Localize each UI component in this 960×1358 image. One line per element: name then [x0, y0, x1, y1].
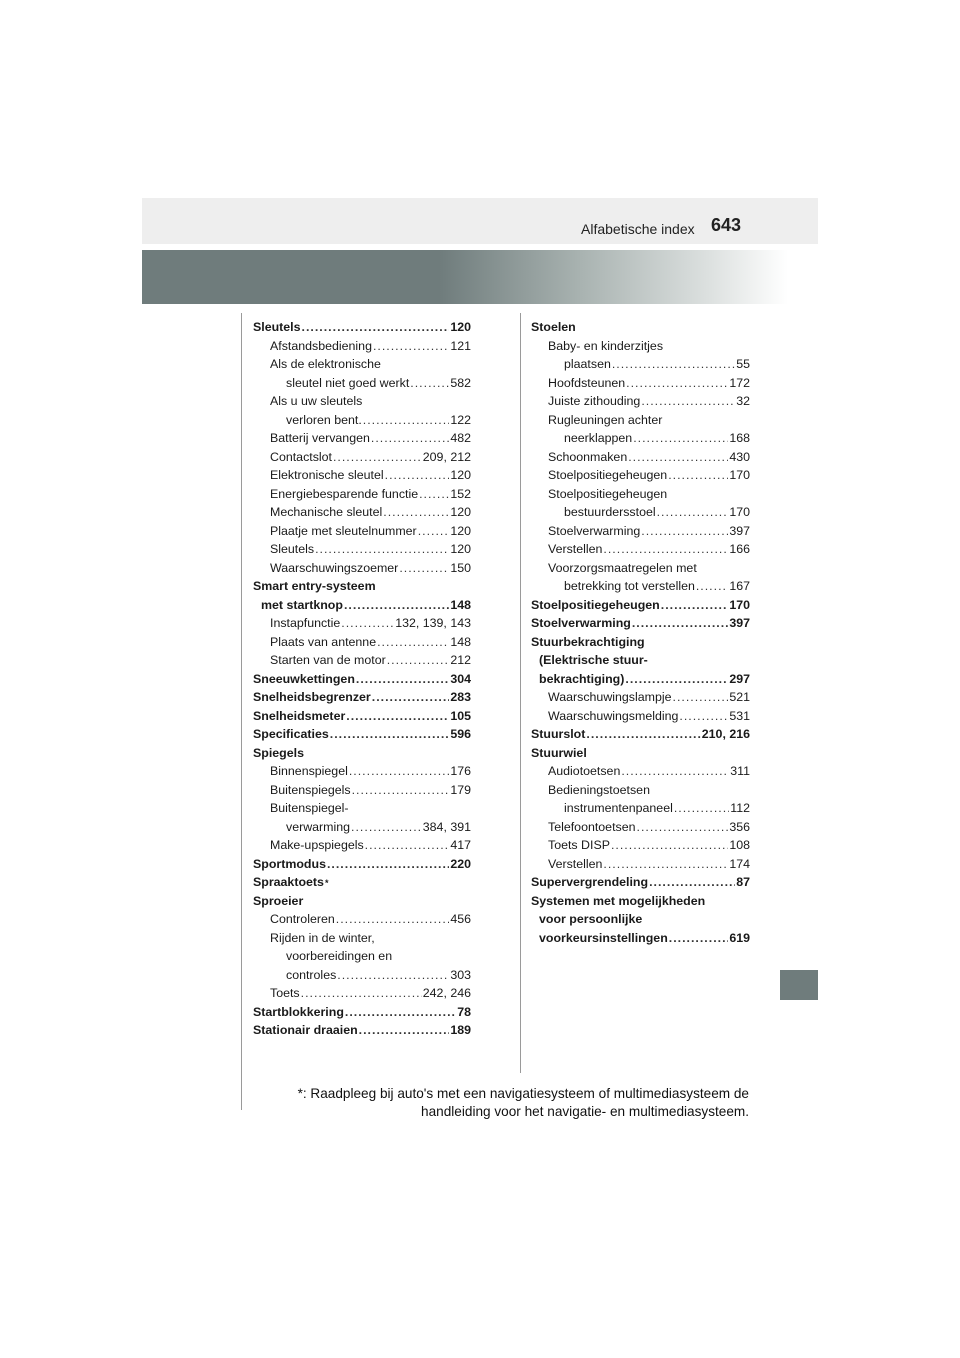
dot-leader: [673, 688, 729, 707]
index-entry-term: Spiegels: [253, 745, 304, 760]
index-entry-term: bestuurdersstoel: [564, 505, 656, 519]
index-entry-term: Stoelverwarming: [531, 616, 631, 630]
index-entry-page: 596: [450, 727, 471, 741]
index-entry-page: 120: [450, 542, 471, 556]
index-entry-term: Plaatje met sleutelnummer: [270, 523, 417, 538]
index-entry-page: 120: [450, 468, 471, 482]
index-entry-page: 176: [450, 764, 471, 778]
index-entry-page: 87: [736, 875, 750, 889]
dot-leader: [333, 448, 422, 467]
index-entry-term: sleutel niet goed werkt: [286, 375, 410, 390]
dot-leader: [641, 522, 728, 541]
index-entry-term: Batterij vervangen: [270, 431, 370, 445]
index-entry: [531, 355, 750, 374]
index-entry: [253, 707, 471, 726]
index-entry: [253, 577, 471, 596]
index-entry-term: Telefoontoetsen: [548, 819, 636, 834]
index-entry: [531, 429, 750, 448]
dot-leader: [669, 929, 729, 948]
index-entry-page: 212: [450, 653, 471, 667]
index-entry: [531, 577, 750, 596]
dot-leader: [679, 707, 728, 726]
index-entry: [253, 688, 471, 707]
index-entry-page: 397: [729, 523, 750, 538]
index-entry-term: Hoofdsteunen: [548, 375, 626, 390]
index-entry: [253, 429, 471, 448]
index-entry-page: 242, 246: [422, 986, 471, 1000]
index-entry: [531, 855, 750, 874]
index-entry: [531, 670, 750, 689]
index-entry-term: Afstandsbediening: [270, 338, 372, 353]
dot-leader: [668, 466, 728, 485]
index-entry-term: verloren bent.: [286, 412, 362, 427]
dot-leader: [349, 762, 449, 781]
index-entry-page: 148: [450, 634, 471, 649]
dot-leader: [356, 670, 449, 689]
index-entry: [253, 466, 471, 485]
dot-leader: [625, 670, 728, 689]
index-entry-page: 148: [450, 597, 471, 612]
index-entry: [253, 781, 471, 800]
index-entry-term: Supervergrendeling: [531, 875, 649, 889]
index-entry-page: 311: [730, 764, 750, 778]
index-entry-term: (Elektrische stuur-: [539, 653, 648, 667]
dot-leader: [301, 984, 422, 1003]
index-entry: [531, 799, 750, 818]
dot-leader: [612, 355, 735, 374]
column-divider: [520, 313, 521, 1073]
index-entry: [531, 392, 750, 411]
index-entry-term: Sleutels: [270, 542, 315, 556]
index-entry-term: instrumentenpaneel: [564, 801, 673, 815]
index-entry: [531, 540, 750, 559]
dot-leader: [387, 651, 450, 670]
index-entry: [253, 929, 471, 948]
index-entry: [253, 947, 471, 966]
index-entry-page: 482: [450, 431, 471, 445]
index-entry-term: Buitenspiegel-: [270, 801, 349, 815]
dot-leader: [626, 374, 728, 393]
dot-leader: [603, 540, 728, 559]
index-entry: [531, 596, 750, 615]
dot-leader: [586, 725, 700, 744]
index-entry: [531, 522, 750, 541]
index-entry: [253, 762, 471, 781]
index-entry-term: Voorzorgsmaatregelen met: [548, 560, 697, 575]
dot-leader: [641, 392, 735, 411]
index-entry-page: 582: [450, 375, 471, 390]
index-entry: [531, 873, 750, 892]
dot-leader: [399, 559, 449, 578]
index-entry-page: 619: [729, 930, 750, 945]
index-entry: [253, 633, 471, 652]
footnote: [252, 1085, 749, 1121]
index-entry: [531, 559, 750, 578]
index-entry-term: voor persoonlijke: [539, 912, 643, 926]
index-entry: [253, 651, 471, 670]
index-entry: [253, 855, 471, 874]
dot-leader: [346, 707, 449, 726]
dot-leader: [330, 725, 450, 744]
index-entry-term: Binnenspiegel: [270, 764, 348, 778]
index-entry-term: Baby- en kinderzitjes: [548, 338, 664, 353]
index-entry-term: Bedieningstoetsen: [548, 782, 650, 797]
index-entry: [253, 503, 471, 522]
index-entry-term: Sneeuwkettingen: [253, 671, 355, 686]
dot-leader: [657, 503, 729, 522]
index-entry-term: Controleren: [270, 912, 335, 926]
dot-leader: [351, 818, 422, 837]
index-entry-term: Waarschuwingsmelding: [548, 708, 679, 723]
index-entry-term: Audiotoetsen: [548, 764, 621, 778]
index-entry-page: 32: [736, 394, 750, 408]
index-entry-page: 521: [729, 690, 750, 704]
index-entry-term: Rugleuningen achter: [548, 412, 663, 427]
index-entry-page: 78: [457, 1004, 471, 1019]
index-entry-term: Verstellen: [548, 542, 603, 556]
index-entry-term: Stuurwiel: [531, 745, 587, 760]
index-entry-term: Als de elektronische: [270, 357, 381, 371]
index-entry-term: controles: [286, 967, 337, 982]
index-entry-term: Rijden in de winter,: [270, 930, 375, 945]
index-entry-term: Energiebesparende functie: [270, 486, 419, 501]
index-entry-term: Stoelpositiegeheugen: [531, 597, 660, 612]
index-entry-page: 122: [450, 412, 471, 427]
index-entry: [531, 818, 750, 837]
footnote-line-2: handleiding voor het navigatie- en multimediasysteem.: [421, 1104, 749, 1119]
index-entry-term: bekrachtiging): [539, 671, 625, 686]
index-entry-page: 303: [450, 967, 471, 982]
index-entry: [531, 651, 750, 670]
index-entry-term: Smart entry-systeem: [253, 579, 376, 593]
index-entry-page: 120: [450, 320, 471, 334]
dot-leader: [372, 688, 450, 707]
index-entry: [531, 892, 750, 911]
index-entry-term: Contactslot: [270, 449, 332, 464]
index-entry-term: Instapfunctie: [270, 616, 341, 630]
index-entry-page: 397: [729, 616, 750, 630]
index-entry-page: 120: [450, 505, 471, 519]
index-entry: [253, 1021, 471, 1040]
index-entry-page: 172: [729, 375, 750, 390]
index-entry-page: 384, 391: [422, 819, 471, 834]
index-entry: [531, 448, 750, 467]
index-entry-page: 55: [736, 357, 750, 371]
index-entry-term: neerklappen: [564, 431, 633, 445]
dot-leader: [373, 337, 449, 356]
index-entry: [253, 799, 471, 818]
index-entry-term: Stoelen: [531, 320, 576, 334]
index-entry-term: Stuurslot: [531, 727, 586, 741]
index-entry: [531, 485, 750, 504]
index-entry: [531, 503, 750, 522]
index-entry: [531, 910, 750, 929]
index-entry-page: 120: [450, 523, 471, 538]
dot-leader: [383, 503, 449, 522]
index-entry-page: 283: [450, 690, 471, 704]
index-entry-term: Elektronische sleutel: [270, 468, 384, 482]
index-entry: [253, 892, 471, 911]
index-entry: [253, 910, 471, 929]
index-entry: [253, 540, 471, 559]
index-entry-term: met startknop: [261, 597, 343, 612]
index-entry: [253, 1003, 471, 1022]
index-entry-page: 220: [450, 856, 471, 871]
index-entry-page: 168: [729, 431, 750, 445]
chapter-side-tab: [780, 970, 818, 1000]
index-entry-page: 417: [450, 838, 471, 852]
dot-leader: [344, 596, 449, 615]
dot-leader: [418, 522, 450, 541]
index-entry: [531, 337, 750, 356]
dot-leader: [674, 799, 729, 818]
index-entry: [253, 670, 471, 689]
index-entry-page: 132, 139, 143: [395, 616, 471, 630]
index-entry-term: plaatsen: [564, 357, 611, 371]
dot-leader: [611, 836, 728, 855]
dot-leader: [410, 374, 449, 393]
index-entry-page: 179: [450, 782, 471, 797]
section-title: Alfabetische index: [581, 221, 695, 237]
index-entry-page: 304: [450, 671, 471, 686]
index-entry-term: Juiste zithouding: [548, 394, 641, 408]
index-entry: [253, 355, 471, 374]
index-entry-term: Stoelpositiegeheugen: [548, 486, 668, 501]
index-entry: [531, 781, 750, 800]
index-entry: [253, 873, 471, 892]
index-entry-page: 170: [729, 505, 750, 519]
dot-leader: [377, 633, 449, 652]
index-entry: [253, 374, 471, 393]
dot-leader: [632, 614, 728, 633]
index-entry-term: Snelheidsmeter: [253, 708, 346, 723]
index-entry-term: Stationair draaien: [253, 1023, 358, 1037]
index-entry-term: Schoonmaken: [548, 449, 628, 464]
index-entry-term: Plaats van antenne: [270, 634, 377, 649]
index-entry: [253, 522, 471, 541]
index-entry-term: Toets DISP: [548, 838, 610, 852]
index-entry-page: 210, 216: [701, 727, 750, 741]
index-column-right: [531, 318, 750, 947]
index-entry-term: Spraaktoets: [253, 875, 324, 889]
index-entry: [253, 984, 471, 1003]
dot-leader: [359, 1021, 450, 1040]
index-entry-term: voorkeursinstellingen: [539, 930, 668, 945]
index-entry: [253, 966, 471, 985]
index-entry: [531, 411, 750, 430]
index-entry: [253, 318, 471, 337]
index-entry-page: 170: [729, 468, 750, 482]
index-entry-term: Stoelverwarming: [548, 523, 641, 538]
index-entry-page: 430: [729, 449, 750, 464]
dot-leader: [336, 910, 450, 929]
dot-leader: [315, 540, 449, 559]
index-entry: [253, 744, 471, 763]
dot-leader: [633, 429, 728, 448]
index-entry-term: Verstellen: [548, 856, 603, 871]
index-entry-term: betrekking tot verstellen: [564, 579, 695, 593]
index-entry: [253, 725, 471, 744]
dot-leader: [637, 818, 729, 837]
index-entry-term: Stuurbekrachtiging: [531, 634, 645, 649]
index-entry: [253, 559, 471, 578]
index-entry: [531, 688, 750, 707]
index-entry-term: Stoelpositiegeheugen: [548, 468, 668, 482]
index-column-left: [253, 318, 471, 1040]
index-entry: [531, 725, 750, 744]
index-entry-page: 531: [729, 708, 750, 723]
index-entry: [531, 762, 750, 781]
index-entry-page: 108: [729, 838, 750, 852]
dot-leader: [341, 614, 394, 633]
index-entry-term: Starten van de motor: [270, 653, 386, 667]
index-entry-term: Sleutels: [253, 320, 301, 334]
index-entry-page: 121: [450, 338, 471, 353]
index-entry: [253, 485, 471, 504]
index-entry-term: verwarming: [286, 819, 351, 834]
index-entry-page: 112: [730, 801, 750, 815]
dot-leader: [419, 485, 449, 504]
index-entry: [253, 614, 471, 633]
dot-leader: [696, 577, 728, 596]
page-number: 643: [711, 215, 742, 235]
index-entry-term: voorbereidingen en: [286, 949, 393, 963]
index-entry-term: Make-upspiegels: [270, 838, 364, 852]
dot-leader: [302, 318, 450, 337]
index-entry-page: 209, 212: [422, 449, 471, 464]
dot-leader: [352, 781, 450, 800]
index-entry-page: 174: [729, 856, 750, 871]
dot-leader: [603, 855, 728, 874]
index-entry: [531, 744, 750, 763]
dot-leader: [628, 448, 728, 467]
index-entry: [253, 596, 471, 615]
index-entry-term: Mechanische sleutel: [270, 505, 383, 519]
index-entry: [531, 614, 750, 633]
index-entry-term: Sproeier: [253, 893, 304, 908]
dot-leader: [363, 411, 450, 430]
index-entry-page: 152: [450, 486, 471, 501]
index-entry-page: 189: [450, 1023, 471, 1037]
index-entry: [253, 818, 471, 837]
index-entry: [531, 318, 750, 337]
left-margin-rule: [241, 313, 242, 1110]
index-entry-page: 356: [729, 819, 750, 834]
chapter-gradient-bar: [142, 250, 788, 304]
index-entry: [253, 392, 471, 411]
index-entry-page: 166: [729, 542, 750, 556]
index-entry: [531, 707, 750, 726]
dot-leader: [327, 855, 449, 874]
index-entry: [253, 337, 471, 356]
index-entry-term: Specificaties: [253, 727, 329, 741]
index-entry: [531, 466, 750, 485]
index-entry-term: Startblokkering: [253, 1004, 344, 1019]
index-entry: [531, 374, 750, 393]
footnote-line-1: *: Raadpleeg bij auto's met een navigatiesysteem of multimediasysteem de: [297, 1086, 749, 1101]
index-entry-term: Sportmodus: [253, 856, 326, 871]
dot-leader: [371, 429, 449, 448]
index-entry: [253, 836, 471, 855]
index-entry-term: Waarschuwingslampje: [548, 690, 672, 704]
index-entry-page: 167: [729, 579, 750, 593]
index-entry-term: Als u uw sleutels: [270, 394, 363, 408]
index-entry-term: Systemen met mogelijkheden: [531, 893, 706, 908]
index-entry-page: 105: [450, 708, 471, 723]
index-entry: [531, 929, 750, 948]
index-entry-term: Waarschuwingszoemer: [270, 560, 399, 575]
dot-leader: [365, 836, 450, 855]
index-entry-page: 456: [450, 912, 471, 926]
index-entry-term: Buitenspiegels: [270, 782, 351, 797]
index-entry: [531, 836, 750, 855]
index-entry: [253, 448, 471, 467]
dot-leader: [621, 762, 729, 781]
index-entry-page: 150: [450, 560, 471, 575]
index-entry-term: Toets: [270, 986, 300, 1000]
dot-leader: [661, 596, 729, 615]
index-entry: [531, 633, 750, 652]
dot-leader: [345, 1003, 456, 1022]
index-entry-term: Snelheidsbegrenzer: [253, 690, 371, 704]
dot-leader: [337, 966, 449, 985]
footnote-marker: *: [324, 878, 329, 888]
index-entry-page: 170: [729, 597, 750, 612]
index-entry-page: 297: [729, 671, 750, 686]
index-entry: [253, 411, 471, 430]
dot-leader: [385, 466, 450, 485]
dot-leader: [649, 873, 735, 892]
